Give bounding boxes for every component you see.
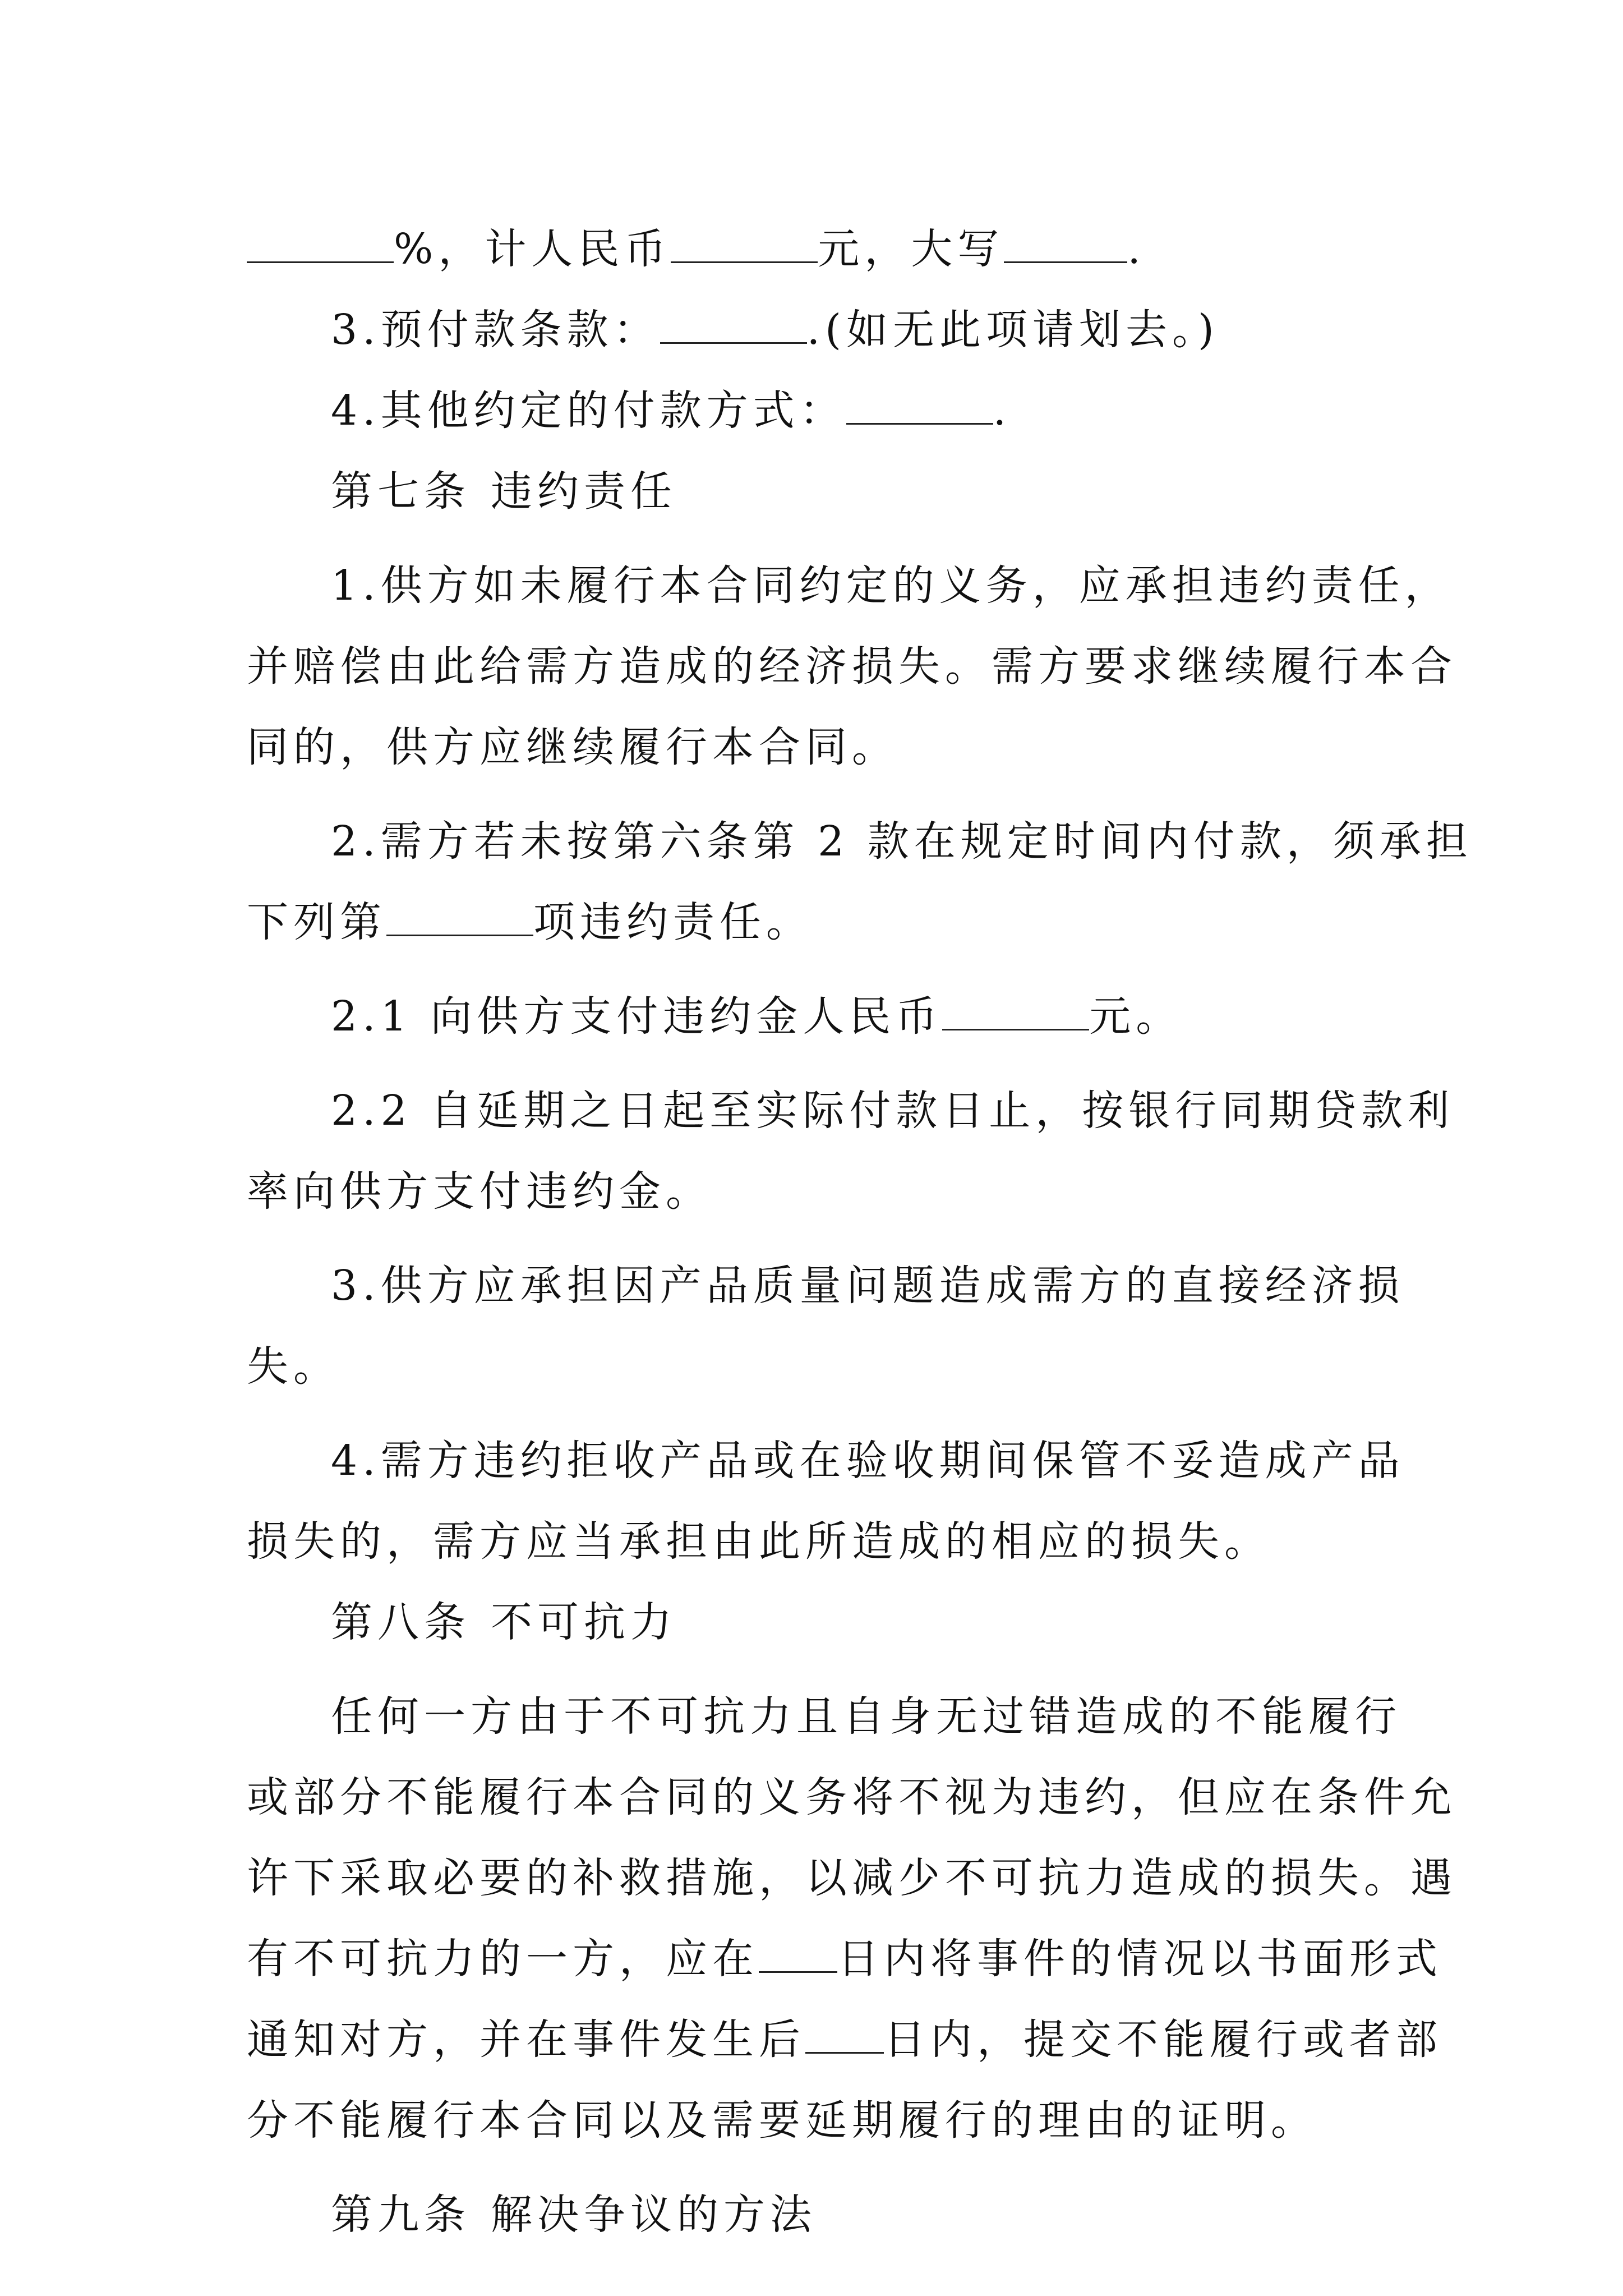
- contract-text: [247, 209, 1473, 2255]
- text-span: 元。: [1089, 992, 1183, 1041]
- paragraph-line: 分不能履行本合同以及需要延期履行的理由的证明。: [247, 2096, 1317, 2145]
- paragraph-line: [247, 1999, 1442, 2080]
- section8-heading: [247, 1582, 1391, 1663]
- amount-blank[interactable]: [671, 218, 818, 263]
- paragraph-line: 同的，供方应继续履行本合同。: [247, 723, 898, 771]
- payment-ratio-line: [247, 209, 1391, 289]
- other-payment-clause: [247, 370, 1391, 451]
- paragraph-line: 3.供方应承担因产品质量问题造成需方的直接经济损: [331, 1262, 1405, 1310]
- notify-days-blank[interactable]: [759, 1927, 837, 1973]
- paragraph-line: 1.供方如未履行本合同约定的义务，应承担违约责任，: [331, 562, 1451, 610]
- paragraph-line: 任何一方由于不可抗力且自身无过错造成的不能履行: [331, 1692, 1401, 1741]
- text-span: 2.1 向供方支付违约金人民币: [331, 992, 943, 1041]
- text-span: 有不可抗力的一方，应在: [247, 1935, 759, 1983]
- line-end: .: [993, 386, 1012, 435]
- prepayment-label: 3.预付款条款：: [331, 306, 660, 354]
- text-span: 通知对方，并在事件发生后: [247, 2016, 805, 2064]
- section-title: 违约责任: [491, 467, 677, 516]
- paragraph-line: 4.需方违约拒收产品或在验收期间保管不妥造成产品: [331, 1437, 1405, 1485]
- section-number: 第七条: [331, 467, 471, 516]
- section7-item2: [247, 801, 1473, 963]
- penalty-amount-blank[interactable]: [942, 985, 1089, 1030]
- proof-days-blank[interactable]: [805, 2008, 884, 2054]
- text-span: 项违约责任。: [533, 898, 813, 946]
- section7-item2-1: [247, 976, 1391, 1057]
- liability-item-blank[interactable]: [386, 891, 533, 936]
- line-end: .: [1127, 225, 1146, 273]
- text-span: 日内，提交不能履行或者部: [884, 2016, 1442, 2064]
- paragraph-line: 2.需方若未按第六条第 2 款在规定时间内付款，须承担: [331, 817, 1473, 866]
- other-payment-label: 4.其他约定的付款方式：: [331, 386, 846, 435]
- section9-heading: [247, 2174, 1391, 2255]
- percent-suffix: %，计人民币: [394, 225, 671, 273]
- section-number: 第八条: [331, 1598, 471, 1646]
- other-payment-blank[interactable]: [846, 379, 993, 425]
- paragraph-line: [247, 882, 1391, 963]
- section-title: 解决争议的方法: [491, 2191, 817, 2239]
- section7-heading: [247, 451, 1391, 532]
- text-span: 下列第: [247, 898, 386, 946]
- section7-item4: [247, 1420, 1405, 1582]
- uppercase-amount-blank[interactable]: [1004, 218, 1127, 263]
- section8-paragraph: [247, 1676, 1457, 2161]
- paragraph-line: 失。: [247, 1342, 340, 1391]
- percent-blank[interactable]: [247, 218, 394, 263]
- yuan-upper-label: 元，大写: [818, 225, 1004, 273]
- prepayment-clause: [247, 289, 1391, 370]
- section7-item3: [247, 1245, 1405, 1407]
- prepayment-note: .(如无此项请划去。): [806, 306, 1219, 354]
- section7-item1: [247, 545, 1457, 788]
- paragraph-line: 率向供方支付违约金。: [247, 1167, 712, 1216]
- prepayment-blank[interactable]: [660, 298, 807, 344]
- paragraph-line: [247, 1918, 1442, 1999]
- section-number: 第九条: [331, 2191, 471, 2239]
- paragraph-line: 或部分不能履行本合同的义务将不视为违约，但应在条件允: [247, 1773, 1457, 1821]
- paragraph-line: 损失的，需方应当承担由此所造成的相应的损失。: [247, 1517, 1271, 1566]
- text-span: 日内将事件的情况以书面形式: [837, 1935, 1442, 1983]
- section7-item2-2: [247, 1070, 1455, 1232]
- paragraph-line: 许下采取必要的补救措施，以减少不可抗力造成的损失。遇: [247, 1854, 1457, 1902]
- section-title: 不可抗力: [491, 1598, 677, 1646]
- paragraph-line: 并赔偿由此给需方造成的经济损失。需方要求继续履行本合: [247, 642, 1457, 691]
- paragraph-line: 2.2 自延期之日起至实际付款日止，按银行同期贷款利: [331, 1087, 1455, 1135]
